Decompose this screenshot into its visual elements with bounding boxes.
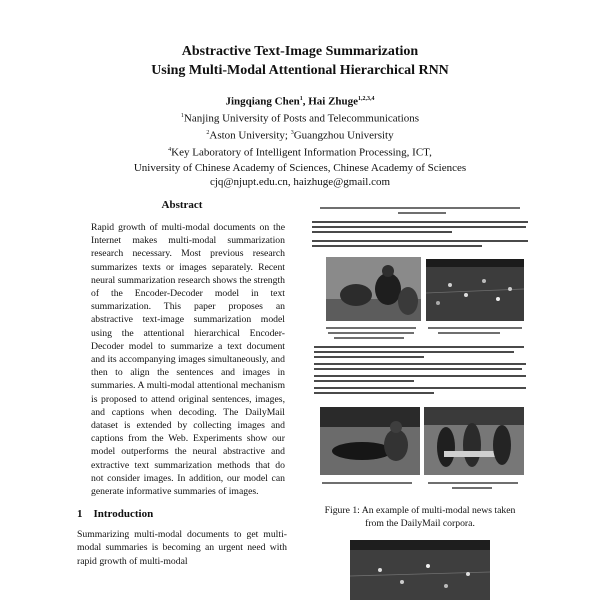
affiliation-2-3: $^2$Aston University; $^3$Guangzhou University	[206, 129, 394, 142]
affiliation-4-line-2: University of Chinese Academy of Sciences, Chinese Academy of Sciences	[133, 161, 467, 174]
paper-title: Abstractive Text-Image Summarization Using Multi-Modal Attentional Hierarchical RNN	[151, 44, 449, 78]
photo-football-pitch-2	[350, 540, 490, 600]
photo-player-on-ground	[320, 407, 420, 475]
section-heading-introduction: 1 Introduction	[77, 508, 154, 521]
author-names: Jingqiang Chen$^1$, Hai Zhuge$^{1,2,3,4}$	[225, 95, 375, 108]
news-example-image	[312, 199, 528, 495]
author-2: Hai Zhuge	[308, 95, 359, 108]
affiliation-1: $^1$Nanjing University of Posts and Telecommunications	[180, 112, 420, 125]
introduction-text: Summarizing multi-modal documents to get multi-modal summaries is becoming an urgent need with rapid growth of multi-modal	[77, 529, 287, 567]
author-1: Jingqiang Chen	[225, 95, 300, 108]
abstract-heading: Abstract	[161, 199, 203, 211]
title-block	[0, 42, 600, 190]
left-column	[77, 199, 287, 568]
photo-stretcher	[424, 407, 524, 475]
author-block	[0, 92, 600, 190]
figure-caption: Figure 1: An example of multi-modal news taken from the DailyMail corpora.	[324, 505, 516, 529]
photo-injured-player	[326, 257, 421, 321]
author-email: cjq@njupt.edu.cn, haizhuge@gmail.com	[209, 176, 391, 189]
figure-1	[312, 199, 528, 495]
photo-football-pitch-1	[426, 259, 524, 321]
affiliation-4: $^4$Key Laboratory of Intelligent Information Processing, ICT,	[168, 147, 432, 160]
abstract-text: Rapid growth of multi-modal documents on the Internet makes multi-modal summarization research necessary. Most previous research summarizes texts or images separately. Recent neural summarization research shows the strength of the Encoder-Decoder model in text summarization. This paper proposes an abstractive text-image summarization model using the attentional hierarchical Encoder-Decoder model to summarize a text document and its accompanying images simultaneously, and then to align the sentences and images in summaries. A multi-modal attentional mechanism is proposed to attend original sentences, images, and captions when decoding. The DailyMail dataset is extended by collecting images and captions from the Web. Experiments show our model outperforms the neural abstractive and extractive text summarization methods that do not consider images. In addition, our model can generate informative summaries of images.	[91, 222, 285, 498]
